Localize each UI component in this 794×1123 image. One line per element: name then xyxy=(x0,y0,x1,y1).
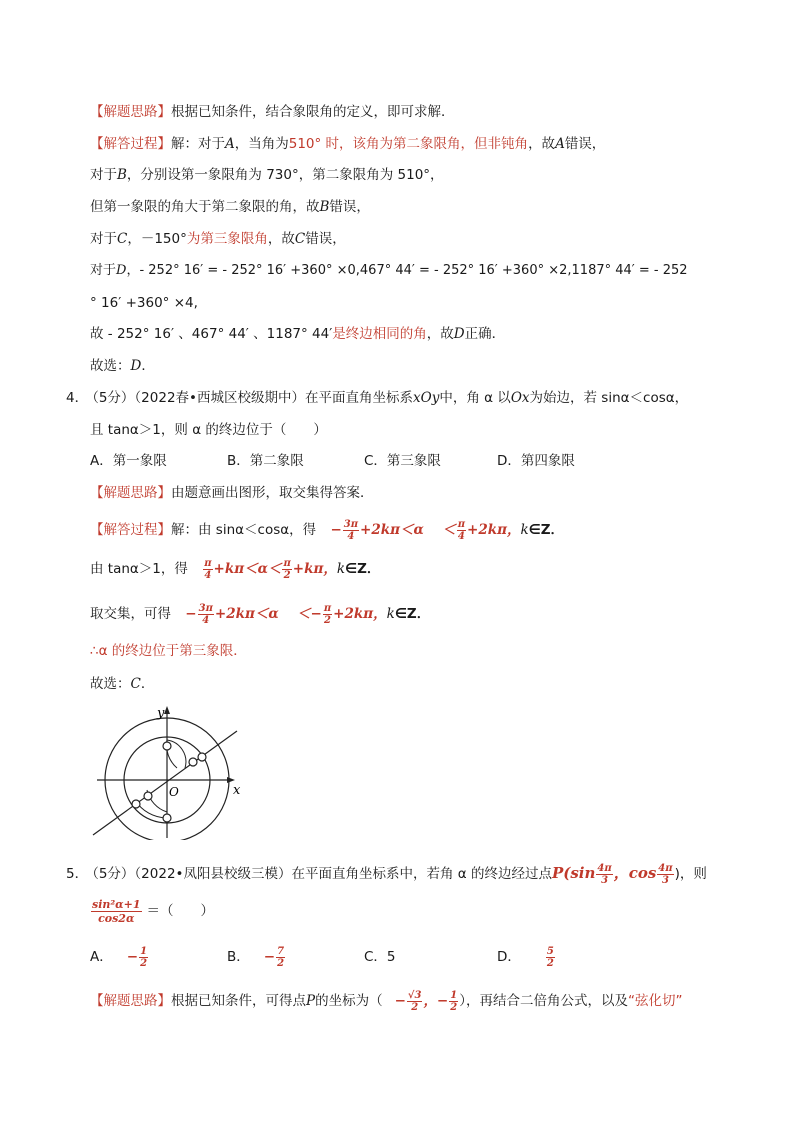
idea-tag: 【解题思路】 xyxy=(90,104,171,120)
option-letter: B xyxy=(319,199,330,215)
fraction-numerator: 4π xyxy=(597,862,612,874)
text: 故 - 252° 16′ 、467° 44′ 、1187° 44′ xyxy=(90,326,333,342)
math: P xyxy=(306,993,316,1009)
text: 且 tanα＞1，则 α 的终边位于（ ） xyxy=(90,422,327,438)
idea-tag: 【解题思路】 xyxy=(90,993,171,1009)
text: 对于 xyxy=(90,263,117,278)
text: 中，角 α 以 xyxy=(439,390,511,406)
fraction-denominator: 4 xyxy=(204,570,212,581)
q3-process-line-1 xyxy=(90,134,605,154)
option-letter: D xyxy=(453,326,465,342)
option-letter: A xyxy=(555,136,565,152)
math: +2kπ＜α xyxy=(360,522,424,538)
text: ，－150° xyxy=(127,231,187,247)
q4-process-line-1: 【解答过程】解：由 sinα＜cosα，得 − $\frac{3\pi}{4}$ +2kπ＜α ＜ $\frac{\pi}{4}$ +2kπ，k∈Z． xyxy=(90,519,565,542)
idea-text: 根据已知条件，结合象限角的定义，即可求解． xyxy=(171,104,455,120)
fraction-numerator: 4π xyxy=(658,862,673,874)
text: ，故 xyxy=(528,136,556,152)
text: 故选： xyxy=(90,358,131,374)
q3-process-line-5 xyxy=(90,261,688,281)
process-tag: 【解答过程】 xyxy=(90,136,171,152)
text: 对于 xyxy=(90,167,117,183)
math: +kπ＜α＜ xyxy=(213,561,282,577)
option-label: D． xyxy=(497,949,521,965)
fraction-denominator: 2 xyxy=(411,1002,419,1013)
fraction-numerator: π xyxy=(457,519,466,530)
option-letter: A xyxy=(225,136,235,152)
option-letter: C xyxy=(117,231,128,247)
q4-process-line-3: 取交集，可得 − $\frac{3\pi}{4}$ +2kπ＜α ＜− $\frac{\pi}{2}$ +2kπ，k∈Z． xyxy=(90,603,431,626)
fraction-numerator: π xyxy=(323,603,332,614)
text: 取交集，可得 xyxy=(90,606,171,622)
fraction-denominator: 4 xyxy=(457,531,465,542)
q4-process-line-2 xyxy=(90,556,380,582)
text: 错误， xyxy=(329,199,370,215)
q4-answer xyxy=(90,674,154,694)
text: 根据已知条件，可得点 xyxy=(171,993,306,1009)
fraction-numerator: π xyxy=(204,558,212,569)
math: ∈Z． xyxy=(345,561,381,577)
math: +2kπ， xyxy=(467,522,521,538)
fraction-numerator: π xyxy=(283,558,291,569)
fraction-numerator: 5 xyxy=(546,946,554,957)
q5-solution-idea: 【解题思路】根据已知条件，可得点P的坐标为（ − $\frac{√3}{2}$ ，− $\frac{1}{2}$ ），再结合二倍角公式，以及“弦化切” xyxy=(90,990,683,1013)
math: k xyxy=(336,561,346,577)
math: Ox xyxy=(510,390,530,406)
highlight-text: 510° 时，该角为第二象限角，但非钝角 xyxy=(288,136,529,152)
text: ． xyxy=(141,358,155,374)
q3-process-line-6 xyxy=(90,293,198,313)
fraction-numerator: 7 xyxy=(277,946,285,957)
math: P xyxy=(551,864,564,882)
open-point xyxy=(189,758,197,766)
fraction-denominator: 4 xyxy=(347,531,355,542)
open-point xyxy=(163,814,171,822)
unit-circle-figure xyxy=(85,700,250,840)
fraction-denominator: cos2α xyxy=(98,912,135,925)
q3-process-line-4 xyxy=(90,229,346,249)
fraction-denominator: 3 xyxy=(601,874,609,886)
fraction-denominator: 3 xyxy=(661,874,669,886)
fraction-numerator: 3π xyxy=(198,603,213,614)
q4-stem-line-1 xyxy=(66,388,688,408)
highlight-text: 为第三象限角 xyxy=(186,231,268,247)
q4-stem-line-2 xyxy=(90,420,327,440)
text: ，故 xyxy=(267,231,295,247)
fraction-denominator: 2 xyxy=(546,958,554,969)
option-label: A． xyxy=(90,949,113,965)
fraction-denominator: 4 xyxy=(202,615,210,626)
text: ＝（ ） xyxy=(146,903,215,919)
option-letter: C xyxy=(294,231,306,247)
text: 错误， xyxy=(305,231,346,247)
math: ，cos xyxy=(613,864,657,882)
text: 由 tanα＞1，得 xyxy=(90,561,188,577)
text: ° 16′ +360° ×4, xyxy=(90,295,198,311)
text: 由题意画出图形，取交集得答案． xyxy=(171,485,374,501)
fraction-numerator: sin²α+1 xyxy=(92,898,141,911)
q5-option-d xyxy=(497,944,556,970)
fraction-numerator: √3 xyxy=(407,990,422,1001)
q3-solution-idea xyxy=(90,102,455,122)
open-point xyxy=(198,753,206,761)
fraction-denominator: 2 xyxy=(140,958,148,969)
q3-process-line-3 xyxy=(90,197,370,217)
text: ，故 xyxy=(426,326,454,342)
q4-option-b: B．第二象限 xyxy=(227,453,304,469)
highlight-text: 是终边相同的角 xyxy=(332,326,427,342)
option-letter: B xyxy=(117,167,127,183)
highlight-text: “弦化切” xyxy=(627,993,683,1009)
text: 的坐标为（ xyxy=(315,993,383,1009)
fraction-denominator: 2 xyxy=(450,1002,458,1013)
text: 故选： xyxy=(90,676,131,692)
text: ，- 252° 16′ = - 252° 16′ +360° ×0,467° 44′ = - 252° 16′ +360° ×2,1187° 44′ = - 252 xyxy=(126,263,688,278)
idea-tag: 【解题思路】 xyxy=(90,485,171,501)
fraction-denominator: 2 xyxy=(277,958,285,969)
math: ∈Z． xyxy=(528,522,565,538)
math: +2kπ＜α xyxy=(214,606,279,622)
text: ，当角为 xyxy=(234,136,289,152)
text: ，分别设第一象限角为 730°，第二象限角为 510°， xyxy=(126,167,444,183)
question-number: 4． xyxy=(66,390,89,406)
process-tag: 【解答过程】 xyxy=(90,522,171,538)
q4-conclusion: ∴α 的终边位于第三象限． xyxy=(90,643,247,659)
text: 正确． xyxy=(464,326,506,342)
math: ＜− xyxy=(297,606,322,622)
q3-process-line-2 xyxy=(90,165,444,185)
fraction-denominator: 2 xyxy=(283,570,291,581)
text: 但第一象限的角大于第二象限的角，故 xyxy=(90,199,320,215)
y-axis-arrow xyxy=(164,706,170,714)
q5-stem-line-2 xyxy=(90,896,214,926)
text: 对于 xyxy=(90,231,117,247)
math: +2kπ， xyxy=(333,606,387,622)
math: (sin xyxy=(563,864,596,882)
fraction-denominator: 2 xyxy=(324,615,331,626)
answer-letter: D xyxy=(130,358,142,374)
q4-option-a: A．第一象限 xyxy=(90,453,167,469)
math: +kπ， xyxy=(292,561,337,577)
open-point xyxy=(144,792,152,800)
text: （5分）（2022春•西城区校级期中）在平面直角坐标系 xyxy=(92,390,414,406)
math: xOy xyxy=(413,390,440,406)
text: 为始边，若 sinα＜cosα， xyxy=(529,390,689,406)
fraction-numerator: 1 xyxy=(140,946,148,957)
fraction-numerator: 3π xyxy=(343,519,359,530)
fraction-numerator: 1 xyxy=(450,990,458,1001)
text: 解：对于 xyxy=(171,136,225,152)
origin-label: O xyxy=(169,785,179,799)
q4-option-c: C．第三象限 xyxy=(364,453,441,469)
text: ），再结合二倍角公式，以及 xyxy=(459,993,628,1009)
answer-letter: C xyxy=(130,676,141,692)
x-axis-label: x xyxy=(233,783,241,798)
math: ∈Z． xyxy=(394,606,431,622)
q5-option-b: B． − $\frac{7}{2}$ xyxy=(227,946,285,969)
math: k xyxy=(386,606,395,622)
text: 错误， xyxy=(564,136,606,152)
q5-option-c: C．5 xyxy=(364,949,396,965)
y-axis-label: y xyxy=(157,706,165,721)
q4-solution-idea xyxy=(90,483,374,503)
q5-stem-line-1 xyxy=(66,860,707,887)
q3-answer xyxy=(90,356,155,376)
option-letter: D xyxy=(116,263,127,278)
math: k xyxy=(520,522,529,538)
q4-option-d: D．第四象限 xyxy=(497,453,575,469)
text: （5分）（2022•凤阳县校级三模）在平面直角坐标系中，若角 α 的终边经过点 xyxy=(92,866,552,882)
text: 解：由 sinα＜cosα，得 xyxy=(171,522,317,538)
math: ＜ xyxy=(442,522,456,538)
open-point xyxy=(163,742,171,750)
open-point xyxy=(132,800,140,808)
option-label: B． xyxy=(227,949,250,965)
text: )，则 xyxy=(674,866,707,882)
text: ． xyxy=(140,676,155,692)
q3-process-line-7 xyxy=(90,324,505,344)
question-number: 5． xyxy=(66,866,89,882)
q5-option-a: A． − $\frac{1}{2}$ xyxy=(90,946,148,969)
